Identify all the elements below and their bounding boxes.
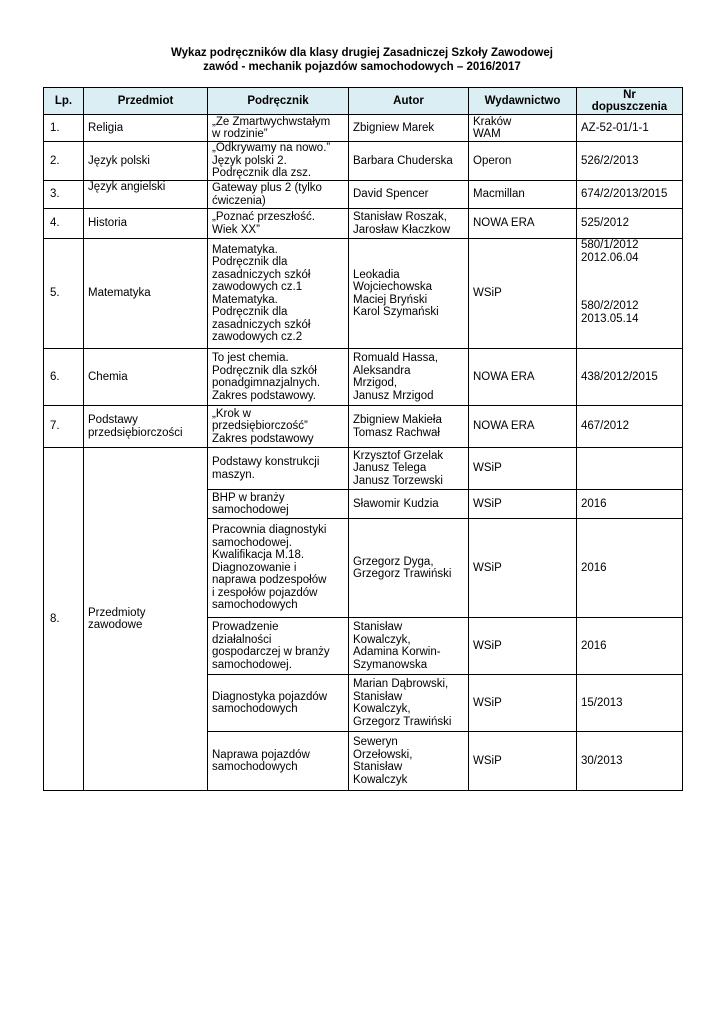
cell-wydawnictwo: WSiP bbox=[469, 675, 577, 732]
cell-autor: Zbigniew Marek bbox=[349, 115, 469, 142]
cell-przedmiot: Chemia bbox=[84, 349, 208, 406]
cell-podrecznik: Naprawa pojazdów samochodowych bbox=[208, 732, 349, 791]
cell-wydawnictwo: WSiP bbox=[469, 519, 577, 618]
cell-podrecznik: Podstawy konstrukcji maszyn. bbox=[208, 448, 349, 490]
table-row bbox=[44, 448, 683, 490]
cell-lp: 2. bbox=[44, 142, 84, 181]
cell-podrecznik: Prowadzenie działalności gospodarczej w branży samochodowej. bbox=[208, 618, 349, 675]
cell-wydawnictwo: Operon bbox=[469, 142, 577, 181]
cell-nr-part-1: 580/1/2012 2012.06.04 bbox=[581, 239, 639, 264]
cell-wydawnictwo: Macmillan bbox=[469, 181, 577, 209]
cell-wydawnictwo: WSiP bbox=[469, 448, 577, 490]
cell-autor: Zbigniew Makieła Tomasz Rachwał bbox=[349, 406, 469, 448]
table-row bbox=[44, 239, 683, 349]
cell-nr: AZ-52-01/1-1 bbox=[577, 115, 683, 142]
cell-przedmiot: Religia bbox=[84, 115, 208, 142]
table-row bbox=[44, 142, 683, 181]
cell-podrecznik: Diagnostyka pojazdów samochodowych bbox=[208, 675, 349, 732]
cell-podrecznik: BHP w branży samochodowej bbox=[208, 490, 349, 519]
cell-wydawnictwo: NOWA ERA bbox=[469, 349, 577, 406]
cell-przedmiot: Matematyka bbox=[84, 239, 208, 349]
cell-podrecznik: Matematyka. Podręcznik dla zasadniczych szkół zawodowych cz.1 Matematyka. Podręcznik dla zasadniczych szkół zawodowych cz.2 bbox=[208, 239, 349, 349]
cell-wydawnictwo: WSiP bbox=[469, 239, 577, 349]
cell-nr-part-2: 580/2/2012 2013.05.14 bbox=[581, 300, 639, 325]
document-title bbox=[0, 46, 724, 74]
cell-nr: 2016 bbox=[577, 618, 683, 675]
cell-autor: David Spencer bbox=[349, 181, 469, 209]
cell-podrecznik: Gateway plus 2 (tylko ćwiczenia) bbox=[208, 181, 349, 209]
cell-autor: Krzysztof Grzelak Janusz Telega Janusz Torzewski bbox=[349, 448, 469, 490]
header-nr-dopuszczenia: Nr dopuszczenia bbox=[577, 88, 683, 115]
table-row bbox=[44, 181, 683, 209]
table-row bbox=[44, 115, 683, 142]
cell-autor: Marian Dąbrowski, Stanisław Kowalczyk, Grzegorz Trawiński bbox=[349, 675, 469, 732]
cell-podrecznik: „Krok w przedsiębiorczość” Zakres podstawowy bbox=[208, 406, 349, 448]
cell-wydawnictwo: WSiP bbox=[469, 490, 577, 519]
header-przedmiot: Przedmiot bbox=[84, 88, 208, 115]
cell-autor: Barbara Chuderska bbox=[349, 142, 469, 181]
table-row bbox=[44, 406, 683, 448]
cell-lp: 5. bbox=[44, 239, 84, 349]
cell-przedmiot: Podstawy przedsiębiorczości bbox=[84, 406, 208, 448]
cell-przedmiot: Język angielski bbox=[84, 181, 208, 209]
cell-autor: Stanisław Roszak, Jarosław Kłaczkow bbox=[349, 209, 469, 239]
cell-przedmiot: Przedmioty zawodowe bbox=[84, 448, 208, 791]
cell-podrecznik: Pracownia diagnostyki samochodowej. Kwalifikacja M.18. Diagnozowanie i naprawa podzespołów i zespołów pojazdów samochodowych bbox=[208, 519, 349, 618]
cell-nr: 30/2013 bbox=[577, 732, 683, 791]
cell-nr: 2016 bbox=[577, 490, 683, 519]
cell-wydawnictwo: NOWA ERA bbox=[469, 406, 577, 448]
cell-autor: Sławomir Kudzia bbox=[349, 490, 469, 519]
cell-nr bbox=[577, 448, 683, 490]
cell-lp: 8. bbox=[44, 448, 84, 791]
cell-przedmiot: Historia bbox=[84, 209, 208, 239]
cell-lp: 6. bbox=[44, 349, 84, 406]
cell-nr-spacer bbox=[581, 264, 678, 300]
cell-wydawnictwo: WSiP bbox=[469, 618, 577, 675]
title-line-1: Wykaz podręczników dla klasy drugiej Zasadniczej Szkoły Zawodowej bbox=[171, 47, 553, 59]
textbook-table bbox=[43, 87, 683, 791]
cell-nr: 467/2012 bbox=[577, 406, 683, 448]
cell-nr: 2016 bbox=[577, 519, 683, 618]
cell-podrecznik: „Ze Zmartwychwstałym w rodzinie” bbox=[208, 115, 349, 142]
cell-nr: 526/2/2013 bbox=[577, 142, 683, 181]
cell-wydawnictwo: NOWA ERA bbox=[469, 209, 577, 239]
cell-nr: 15/2013 bbox=[577, 675, 683, 732]
header-wydawnictwo: Wydawnictwo bbox=[469, 88, 577, 115]
cell-autor: Seweryn Orzełowski, Stanisław Kowalczyk bbox=[349, 732, 469, 791]
cell-autor: Stanisław Kowalczyk, Adamina Korwin- Szymanowska bbox=[349, 618, 469, 675]
cell-wydawnictwo: Kraków WAM bbox=[469, 115, 577, 142]
cell-autor: Grzegorz Dyga, Grzegorz Trawiński bbox=[349, 519, 469, 618]
cell-podrecznik: To jest chemia. Podręcznik dla szkół ponadgimnazjalnych. Zakres podstawowy. bbox=[208, 349, 349, 406]
cell-podrecznik: „Odkrywamy na nowo.” Język polski 2. Podręcznik dla zsz. bbox=[208, 142, 349, 181]
title-line-2: zawód - mechanik pojazdów samochodowych – 2016/2017 bbox=[203, 61, 521, 73]
cell-lp: 7. bbox=[44, 406, 84, 448]
header-podrecznik: Podręcznik bbox=[208, 88, 349, 115]
cell-nr bbox=[577, 239, 683, 349]
cell-lp: 4. bbox=[44, 209, 84, 239]
header-lp: Lp. bbox=[44, 88, 84, 115]
cell-wydawnictwo: WSiP bbox=[469, 732, 577, 791]
cell-przedmiot: Język polski bbox=[84, 142, 208, 181]
cell-lp: 1. bbox=[44, 115, 84, 142]
table-header-row bbox=[44, 88, 683, 115]
table-row bbox=[44, 349, 683, 406]
cell-autor: Leokadia Wojciechowska Maciej Bryński Karol Szymański bbox=[349, 239, 469, 349]
cell-autor: Romuald Hassa, Aleksandra Mrzigod, Janusz Mrzigod bbox=[349, 349, 469, 406]
cell-nr: 438/2012/2015 bbox=[577, 349, 683, 406]
header-autor: Autor bbox=[349, 88, 469, 115]
cell-podrecznik: „Poznać przeszłość. Wiek XX” bbox=[208, 209, 349, 239]
table-row bbox=[44, 209, 683, 239]
cell-nr: 674/2/2013/2015 bbox=[577, 181, 683, 209]
cell-nr: 525/2012 bbox=[577, 209, 683, 239]
cell-lp: 3. bbox=[44, 181, 84, 209]
